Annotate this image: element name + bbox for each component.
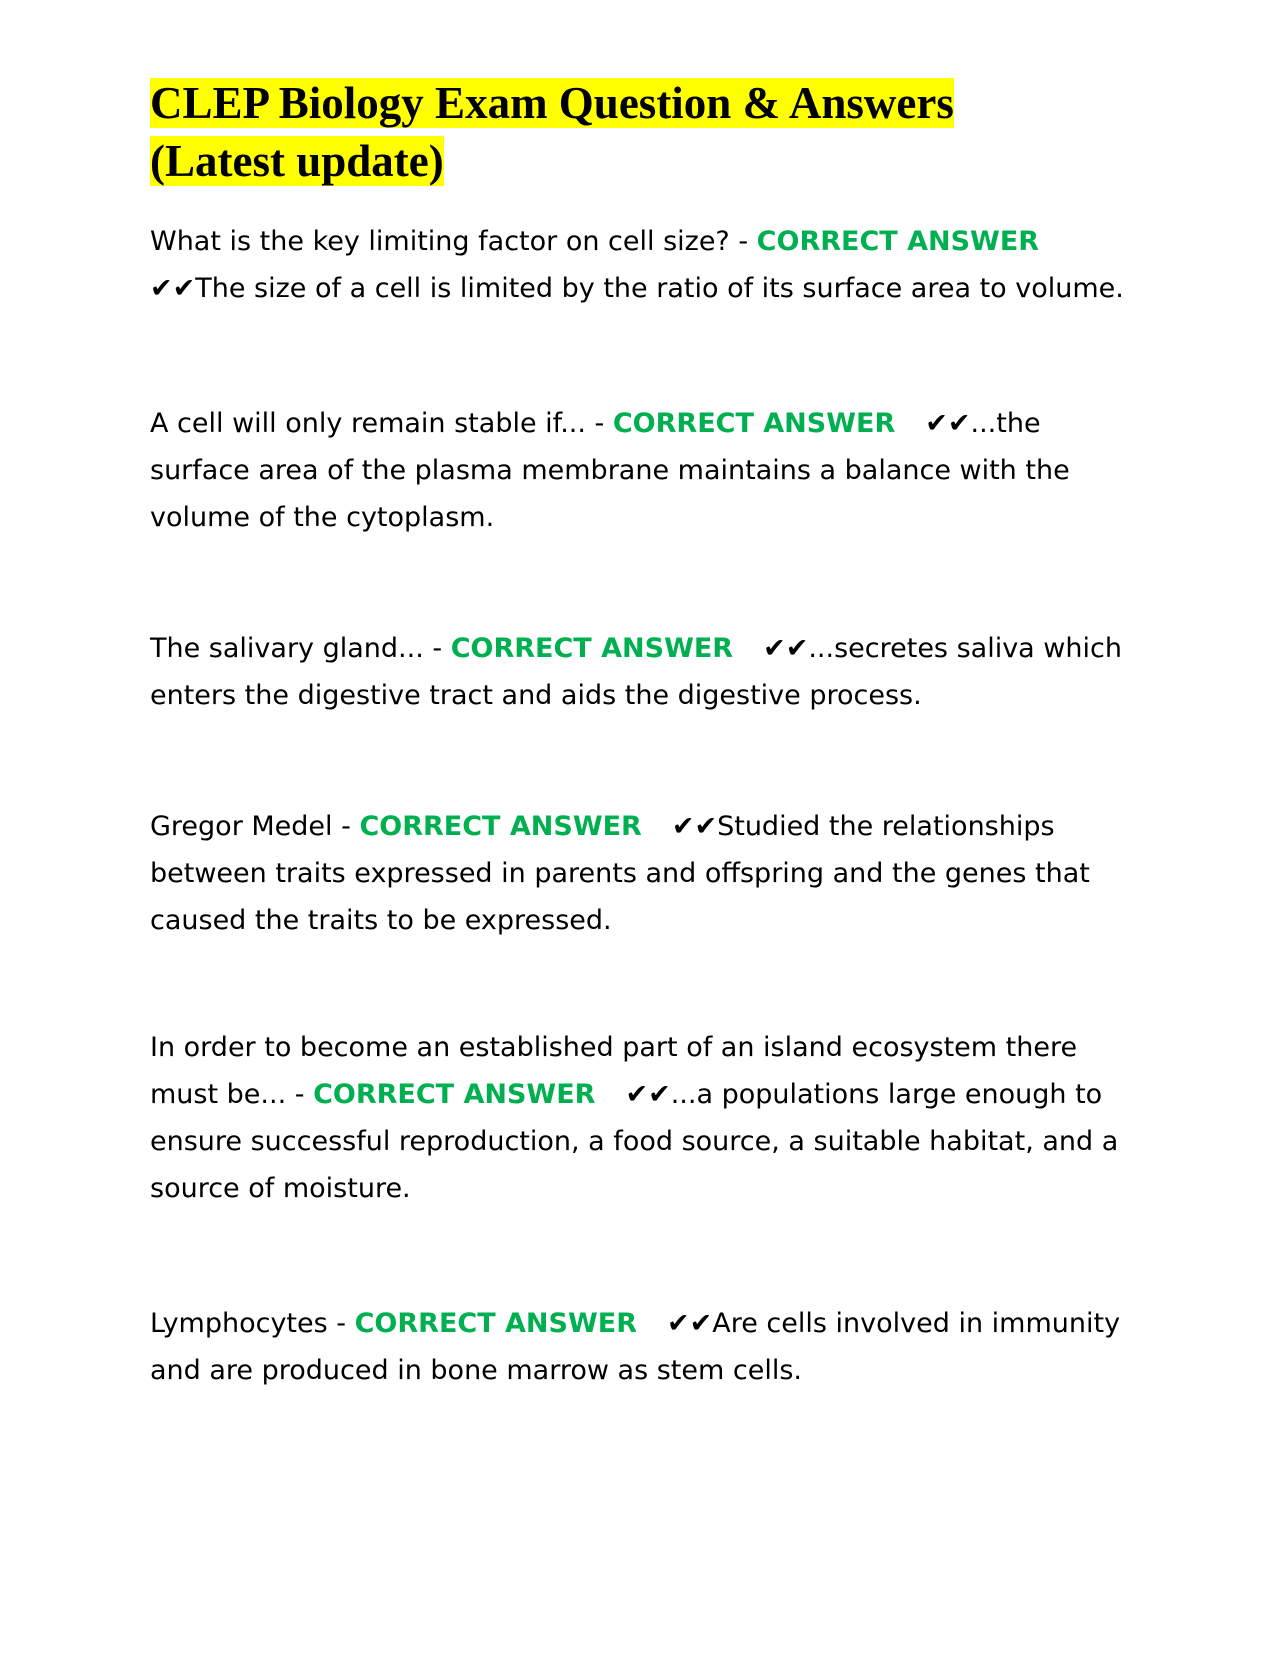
question-text: In order to become an established part of an island ecosystem there must be... - — [150, 1032, 1078, 1110]
qa-item — [150, 625, 1130, 719]
question-text: Gregor Medel - — [150, 811, 360, 842]
question-text: What is the key limiting factor on cell size? - — [150, 226, 757, 257]
check-icon: ✔✔ — [671, 811, 718, 842]
correct-answer-tag: CORRECT ANSWER — [612, 408, 896, 439]
correct-answer-tag: CORRECT ANSWER — [756, 226, 1040, 257]
answer-text: Are cells involved in immunity and are produced in bone marrow as stem cells. — [150, 1308, 1121, 1386]
question-text: Lymphocytes - — [150, 1308, 355, 1339]
qa-item — [150, 1300, 1130, 1394]
correct-answer-tag: CORRECT ANSWER — [313, 1079, 596, 1110]
qa-item — [150, 400, 1130, 541]
title-line-1: CLEP Biology Exam Question & Answers — [150, 78, 954, 128]
answer-text: The size of a cell is limited by the ratio of its surface area to volume. — [195, 273, 1124, 304]
check-icon: ✔✔ — [150, 273, 196, 304]
correct-answer-tag: CORRECT ANSWER — [354, 1308, 637, 1339]
question-text: A cell will only remain stable if... - — [150, 408, 613, 439]
document-page — [150, 74, 1130, 1386]
correct-answer-tag: CORRECT ANSWER — [450, 633, 734, 664]
question-text: The salivary gland... - — [150, 633, 451, 664]
check-icon: ✔✔ — [925, 408, 971, 439]
title-line-2: (Latest update) — [150, 136, 444, 186]
check-icon: ✔✔ — [667, 1308, 713, 1339]
answer-text: ...secretes saliva which enters the digestive tract and aids the digestive process. — [150, 633, 1122, 711]
correct-answer-tag: CORRECT ANSWER — [359, 811, 642, 842]
qa-item — [150, 803, 1130, 944]
answer-text: ...the surface area of the plasma membrane maintains a balance with the volume of the cytoplasm. — [150, 408, 1070, 533]
answer-text: Studied the relationships between traits expressed in parents and offspring and the genes that caused the traits to be expressed. — [150, 811, 1090, 936]
qa-item — [150, 218, 1130, 312]
document-title — [150, 74, 1130, 190]
qa-item — [150, 1024, 1130, 1212]
answer-text: ...a populations large enough to ensure successful reproduction, a food source, a suitable habitat, and a source of moisture. — [150, 1079, 1119, 1204]
check-icon: ✔✔ — [625, 1079, 671, 1110]
check-icon: ✔✔ — [763, 633, 809, 664]
